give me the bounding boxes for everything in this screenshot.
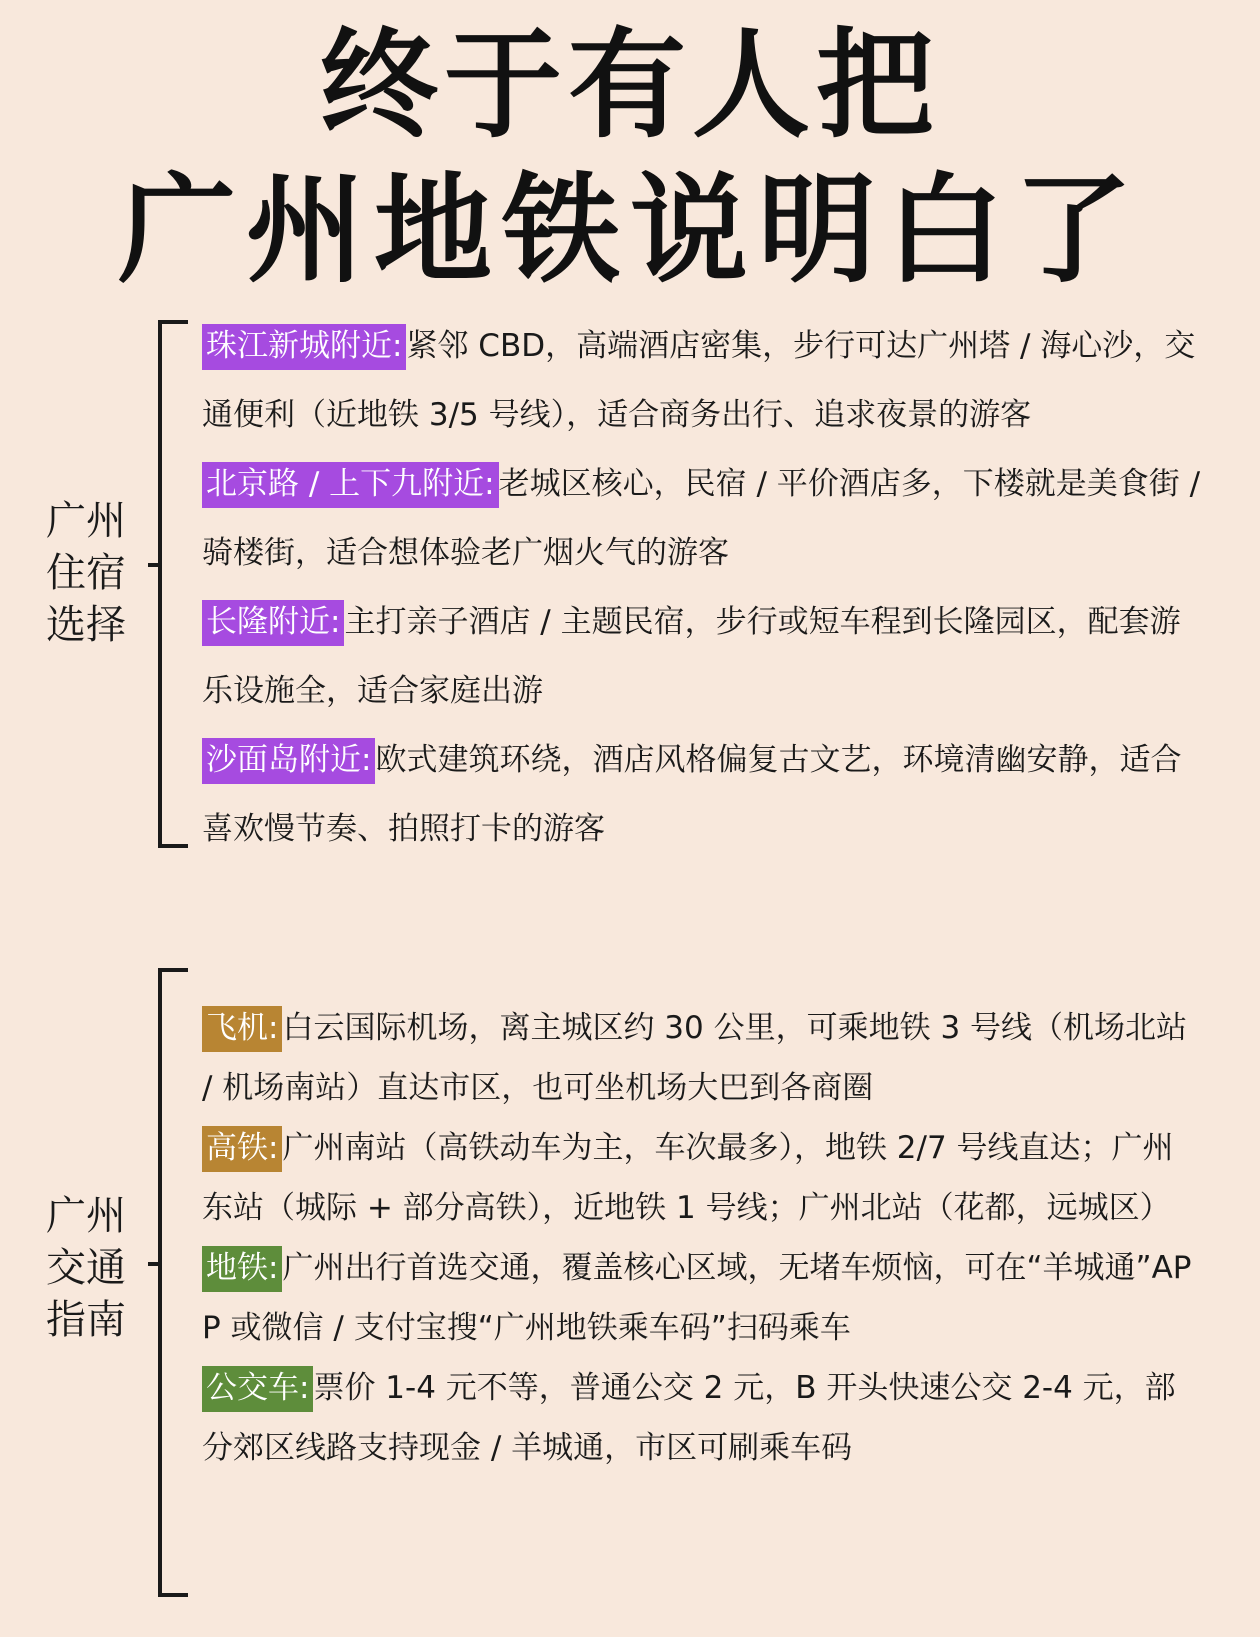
accommodation-entries: [202, 312, 1202, 864]
area-description: 主打亲子酒店 / 主题民宿，步行或短车程到长隆园区，配套游乐设施全，适合家庭出游: [202, 604, 1181, 709]
transport-entries: [202, 998, 1202, 1478]
area-tag: 沙面岛附近:: [202, 738, 375, 784]
page-title-line-2: 广州地铁说明白了: [117, 161, 1142, 299]
transport-mode-tag: 飞机:: [202, 1006, 282, 1052]
transport-label-line: 交通: [46, 1245, 126, 1291]
transport-description: 票价 1-4 元不等，普通公交 2 元，B 开头快速公交 2-4 元，部分郊区线路支持现金 / 羊城通，市区可刷乘车码: [202, 1370, 1176, 1466]
transport-entry: [202, 998, 1202, 1118]
transport-description: 广州出行首选交通，覆盖核心区域，无堵车烦恼，可在“羊城通”APP 或微信 / 支付宝搜“广州地铁乘车码”扫码乘车: [202, 1250, 1192, 1346]
transport-mode-tag: 地铁:: [202, 1246, 282, 1292]
area-description: 欧式建筑环绕，酒店风格偏复古文艺，环境清幽安静，适合喜欢慢节奏、拍照打卡的游客: [202, 742, 1182, 847]
transport-entry: [202, 1238, 1202, 1358]
transport-bracket-tick: [148, 1262, 160, 1266]
accommodation-entry: [202, 726, 1202, 864]
transport-mode-tag: 高铁:: [202, 1126, 282, 1172]
transport-description: 白云国际机场，离主城区约 30 公里，可乘地铁 3 号线（机场北站 / 机场南站）直达市区，也可坐机场大巴到各商圈: [202, 1010, 1188, 1106]
transport-entry: [202, 1118, 1202, 1238]
area-tag: 珠江新城附近:: [202, 324, 406, 370]
accommodation-entry: [202, 312, 1202, 450]
accommodation-label-line: 广州: [46, 498, 126, 544]
accommodation-label-line: 住宿: [46, 550, 126, 596]
page-title-line-1: 终于有人把: [319, 16, 940, 154]
area-description: 紧邻 CBD，高端酒店密集，步行可达广州塔 / 海心沙，交通便利（近地铁 3/5 号线），适合商务出行、追求夜景的游客: [202, 328, 1196, 433]
transport-label-line: 指南: [46, 1297, 126, 1343]
transport-section-label: [36, 1190, 136, 1346]
transport-entry: [202, 1358, 1202, 1478]
transport-mode-tag: 公交车:: [202, 1366, 313, 1412]
area-tag: 长隆附近:: [202, 600, 344, 646]
accommodation-bracket-tick: [148, 563, 160, 567]
accommodation-bracket: [158, 320, 188, 848]
area-tag: 北京路 / 上下九附近:: [202, 462, 499, 508]
transport-bracket: [158, 968, 188, 1597]
transport-label-line: 广州: [46, 1193, 126, 1239]
transport-description: 广州南站（高铁动车为主，车次最多），地铁 2/7 号线直达；广州东站（城际 + 部分高铁），近地铁 1 号线；广州北站（花都，远城区）: [202, 1130, 1174, 1226]
area-description: 老城区核心，民宿 / 平价酒店多，下楼就是美食街 / 骑楼街，适合想体验老广烟火气的游客: [202, 466, 1201, 571]
accommodation-section-label: [36, 495, 136, 651]
accommodation-label-line: 选择: [46, 602, 126, 648]
accommodation-entry: [202, 588, 1202, 726]
accommodation-entry: [202, 450, 1202, 588]
